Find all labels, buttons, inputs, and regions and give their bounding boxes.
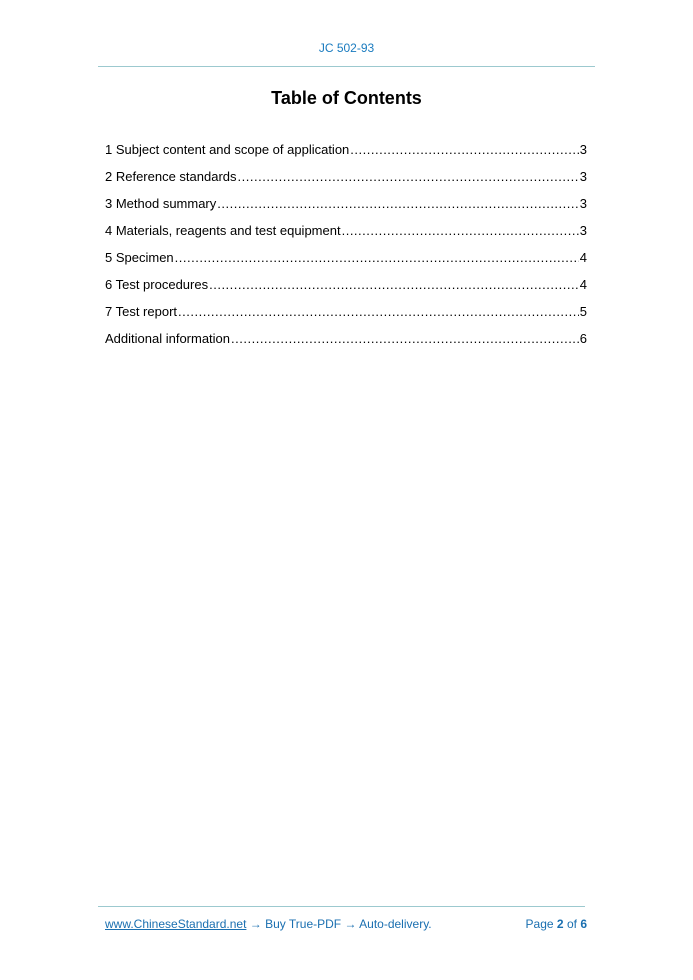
toc-page-number[interactable]: 6 — [579, 331, 587, 346]
toc-page-number[interactable]: 3 — [579, 196, 587, 211]
toc-dot-leader — [350, 140, 578, 159]
footer-promo — [105, 917, 432, 931]
toc-entry[interactable] — [105, 248, 587, 275]
toc-entry-label[interactable]: 4 Materials, reagents and test equipment — [105, 223, 341, 238]
toc-entry-label[interactable]: 5 Specimen — [105, 250, 174, 265]
toc-page-number[interactable]: 3 — [579, 169, 587, 184]
auto-delivery-text: Auto-delivery. — [359, 917, 432, 931]
toc-dot-leader — [178, 302, 579, 321]
toc-dot-leader — [342, 221, 579, 240]
toc-page-number[interactable]: 4 — [579, 250, 587, 265]
page-indicator — [526, 917, 587, 931]
toc-entry-label[interactable]: 1 Subject content and scope of application — [105, 142, 350, 157]
website-link[interactable]: www.ChineseStandard.net — [105, 917, 247, 931]
toc-page-number[interactable]: 3 — [579, 142, 587, 157]
header-divider — [98, 66, 595, 67]
footer-divider — [98, 906, 585, 907]
toc-entry[interactable] — [105, 140, 587, 167]
toc-entry-label[interactable]: 6 Test procedures — [105, 277, 209, 292]
of-word: of — [566, 917, 577, 931]
toc-dot-leader — [209, 275, 579, 294]
toc-entry[interactable] — [105, 221, 587, 248]
toc-entry[interactable] — [105, 275, 587, 302]
toc-page-number[interactable]: 3 — [579, 223, 587, 238]
page-word: Page — [525, 917, 554, 931]
toc-page-number[interactable]: 4 — [579, 277, 587, 292]
total-page-count: 6 — [580, 917, 587, 931]
current-page-number: 2 — [556, 917, 564, 931]
toc-entry[interactable] — [105, 194, 587, 221]
page-footer — [105, 917, 587, 931]
toc-entry-label[interactable]: 2 Reference standards — [105, 169, 237, 184]
toc-dot-leader — [238, 167, 579, 186]
arrow-icon: → — [344, 917, 357, 931]
arrow-icon: → — [249, 917, 262, 931]
document-code-header: JC 502-93 — [318, 41, 375, 55]
toc-entry[interactable] — [105, 329, 587, 356]
page-title: Table of Contents — [271, 88, 422, 108]
toc-dot-leader — [217, 194, 579, 213]
toc-entry[interactable] — [105, 167, 587, 194]
toc-dot-leader — [175, 248, 579, 267]
table-of-contents — [105, 140, 587, 356]
toc-page-number[interactable]: 5 — [579, 304, 587, 319]
toc-entry-label[interactable]: 3 Method summary — [105, 196, 217, 211]
toc-entry-label[interactable]: Additional information — [105, 331, 231, 346]
toc-entry-label[interactable]: 7 Test report — [105, 304, 178, 319]
toc-dot-leader — [231, 329, 579, 348]
buy-pdf-text: Buy True-PDF — [265, 917, 342, 931]
toc-entry[interactable] — [105, 302, 587, 329]
